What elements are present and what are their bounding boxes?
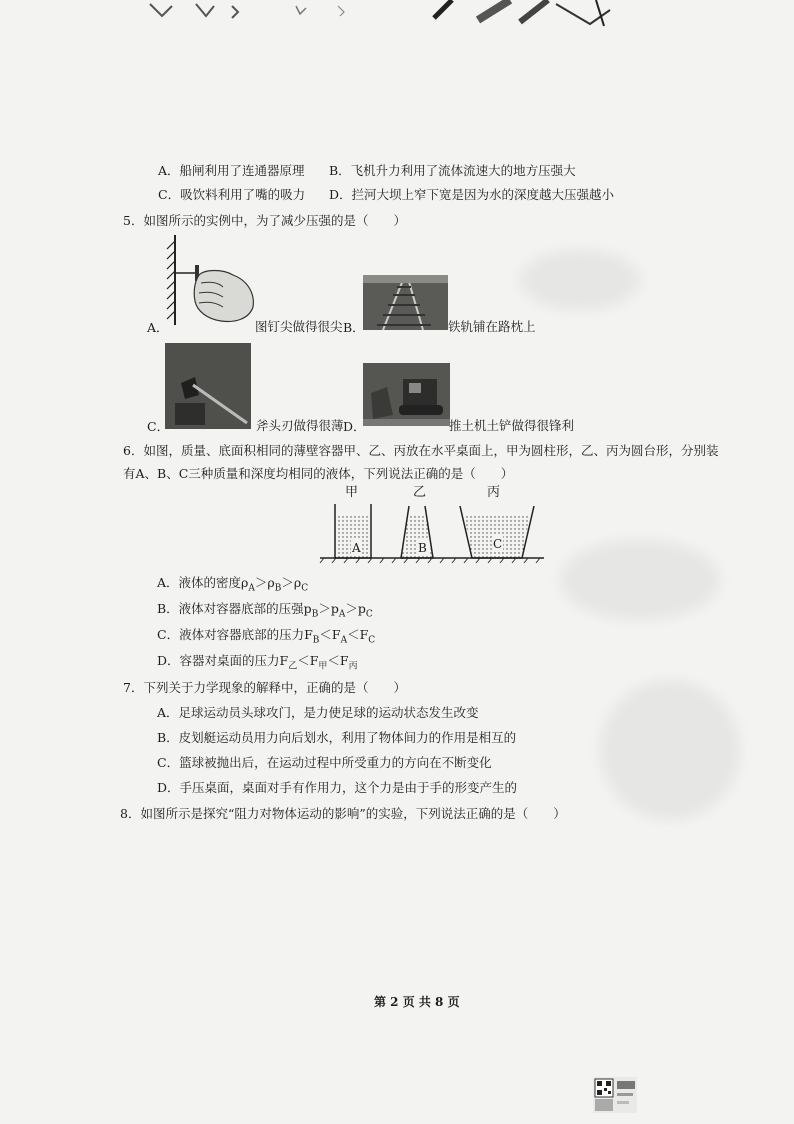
scan-smudge: [600, 680, 740, 820]
q4-option-d: D．拦河大坝上窄下宽是因为水的深度越大压强越小: [329, 187, 615, 202]
bulldozer-photo: [363, 363, 450, 426]
q5-option-d-letter: D．: [343, 419, 366, 434]
q7-option-c: C．篮球被抛出后，在运动过程中所受重力的方向在不断变化: [157, 755, 492, 770]
q6-stem-line2: 有A、B、C三种质量和深度均相同的液体，下列说法正确的是（ ）: [123, 466, 514, 481]
q7-option-b: B．皮划艇运动员用力向后划水，利用了物体间力的作用是相互的: [157, 730, 517, 745]
q7-stem: 7．下列关于力学现象的解释中，正确的是（ ）: [123, 680, 406, 695]
scan-smudge: [520, 250, 640, 310]
railway-photo: [363, 275, 448, 330]
q6-option-d: D．容器对桌面的压力$F_乙<F_甲<F_丙$: [157, 653, 358, 672]
q6-option-c: C．液体对容器底部的压力$F_B<F_A<F_C$: [157, 627, 376, 646]
scan-artifact-strip: [0, 0, 794, 28]
q4-option-c: C．吸饮料利用了嘴的吸力: [158, 187, 306, 202]
q5-option-b-caption: 铁轨铺在路枕上: [448, 319, 536, 334]
q7-option-d: D．手压桌面，桌面对手有作用力，这个力是由于手的形变产生的: [157, 780, 518, 795]
q5-option-d-caption: 推土机土铲做得很锋利: [449, 418, 575, 433]
q4-option-a: A．船闸利用了连通器原理: [158, 163, 305, 178]
q5-option-c-letter: C．: [147, 419, 170, 434]
container-label-yi: 乙: [413, 485, 427, 500]
liquid-label-b: B: [418, 541, 427, 555]
thumbtack-figure: [165, 235, 257, 327]
liquid-label-c: C: [493, 537, 503, 551]
liquid-label-a: A: [352, 541, 361, 555]
q5-stem: 5．如图所示的实例中，为了减少压强的是（ ）: [123, 213, 406, 228]
axe-photo: [165, 343, 251, 429]
q5-option-a-letter: A．: [147, 320, 169, 335]
q5-option-b-letter: B．: [343, 320, 365, 335]
q6-stem-line1: 6．如图，质量、底面积相同的薄壁容器甲、乙、丙放在水平桌面上，甲为圆柱形，乙、丙为圆台形，分别装: [123, 443, 719, 458]
page-number: 第 2 页 共 8 页: [374, 995, 460, 1009]
scan-artifact-graphic: [0, 0, 794, 28]
q7-option-a: A．足球运动员头球攻门，是力使足球的运动状态发生改变: [157, 705, 479, 720]
qr-code-watermark: [593, 1077, 637, 1113]
q4-option-b: B．飞机升力利用了流体流速大的地方压强大: [329, 163, 576, 178]
q6-option-a: A．液体的密度$\rho_A>\rho_B>\rho_C$: [157, 575, 309, 594]
q5-option-a-caption: 图钉尖做得很尖: [255, 319, 343, 334]
scan-smudge: [560, 540, 720, 620]
container-label-bing: 丙: [487, 485, 501, 500]
container-label-jia: 甲: [345, 485, 359, 500]
q8-stem: 8．如图所示是探究“阻力对物体运动的影响”的实验，下列说法正确的是（ ）: [120, 806, 566, 821]
q5-option-c-caption: 斧头刃做得很薄: [256, 418, 344, 433]
q6-option-b: B．液体对容器底部的压强$p_B>p_A>p_C$: [157, 601, 373, 620]
